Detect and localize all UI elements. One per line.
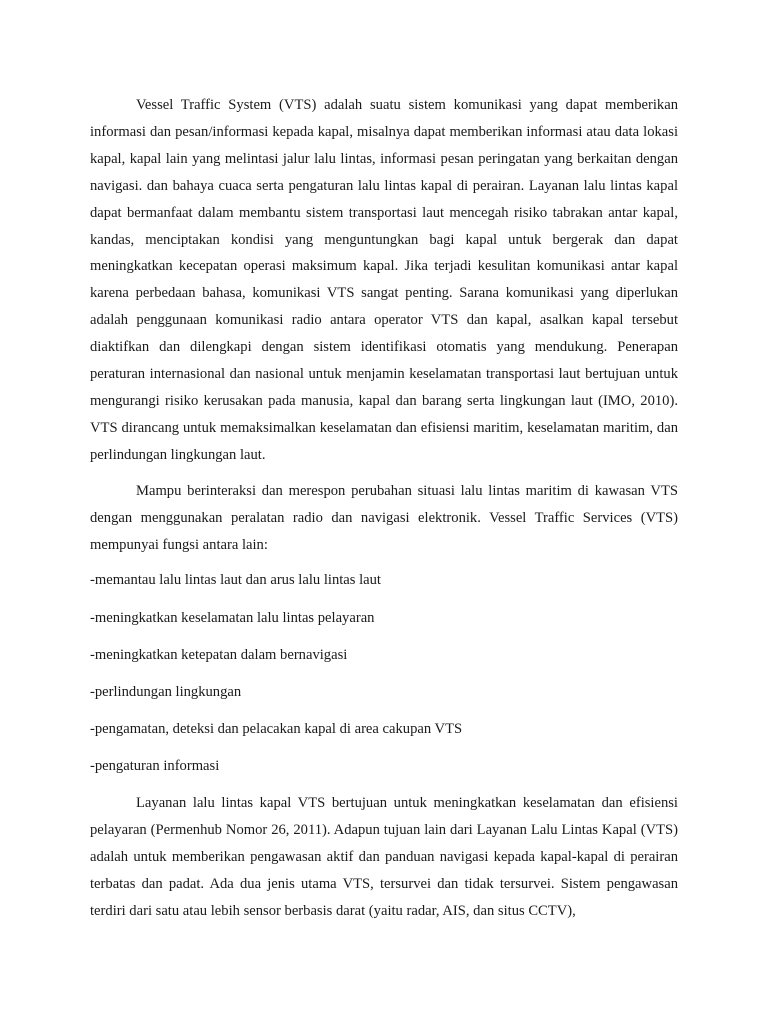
list-item: -pengaturan informasi	[90, 757, 220, 774]
paragraph-vts-purpose: Layanan lalu lintas kapal VTS bertujuan untuk meningkatkan keselamatan dan efisiensi pelayaran (Permenhub Nomor 26, 2011). Adapun tujuan lain dari Layanan Lalu Lintas Kapal (VTS) adalah untuk memberikan pengawasan aktif dan panduan navigasi kepada kapal-kapal di perairan terbatas dan padat. Ada dua jenis utama VTS, tersurvei dan tidak tersurvei. Sistem pengawasan terdiri dari satu atau lebih sensor berbasis darat (yaitu radar, AIS, dan situs CCTV),	[90, 794, 678, 919]
function-list	[90, 567, 678, 779]
list-item: -perlindungan lingkungan	[90, 683, 242, 700]
list-item: -meningkatkan ketepatan dalam bernavigasi	[90, 646, 348, 663]
list-item: -pengamatan, deteksi dan pelacakan kapal di area cakupan VTS	[90, 720, 463, 737]
paragraph-vts-definition: Vessel Traffic System (VTS) adalah suatu sistem komunikasi yang dapat memberikan informasi dan pesan/informasi kepada kapal, misalnya dapat memberikan informasi atau data lokasi kapal, kapal lain yang melintasi jalur lalu lintas, informasi pesan peringatan yang berkaitan dengan navigasi. dan bahaya cuaca serta pengaturan lalu lintas kapal di perairan. Layanan lalu lintas kapal dapat bermanfaat dalam membantu sistem transportasi laut mencegah risiko tabrakan antar kapal, kandas, menciptakan kondisi yang menguntungkan bagi kapal untuk bergerak dan dapat meningkatkan kecepatan operasi maksimum kapal. Jika terjadi kesulitan komunikasi antar kapal karena perbedaan bahasa, komunikasi VTS sangat penting. Sarana komunikasi yang diperlukan adalah penggunaan komunikasi radio antara operator VTS dan kapal, asalkan kapal tersebut diaktifkan dan dilengkapi dengan sistem identifikasi otomatis yang mendukung. Penerapan peraturan internasional dan nasional untuk menjamin keselamatan transportasi laut bertujuan untuk mengurangi risiko kerusakan pada manusia, kapal dan barang serta lingkungan laut (IMO, 2010). VTS dirancang untuk memaksimalkan keselamatan dan efisiensi maritim, keselamatan maritim, dan perlindungan lingkungan laut.	[90, 97, 678, 463]
list-item: -meningkatkan keselamatan lalu lintas pelayaran	[90, 609, 375, 626]
list-item: -memantau lalu lintas laut dan arus lalu lintas laut	[90, 572, 381, 589]
paragraph-vts-functions-intro: Mampu berinteraksi dan merespon perubahan situasi lalu lintas maritim di kawasan VTS dengan menggunakan peralatan radio dan navigasi elektronik. Vessel Traffic Services (VTS) mempunyai fungsi antara lain:	[90, 482, 678, 553]
document-body	[90, 92, 678, 934]
